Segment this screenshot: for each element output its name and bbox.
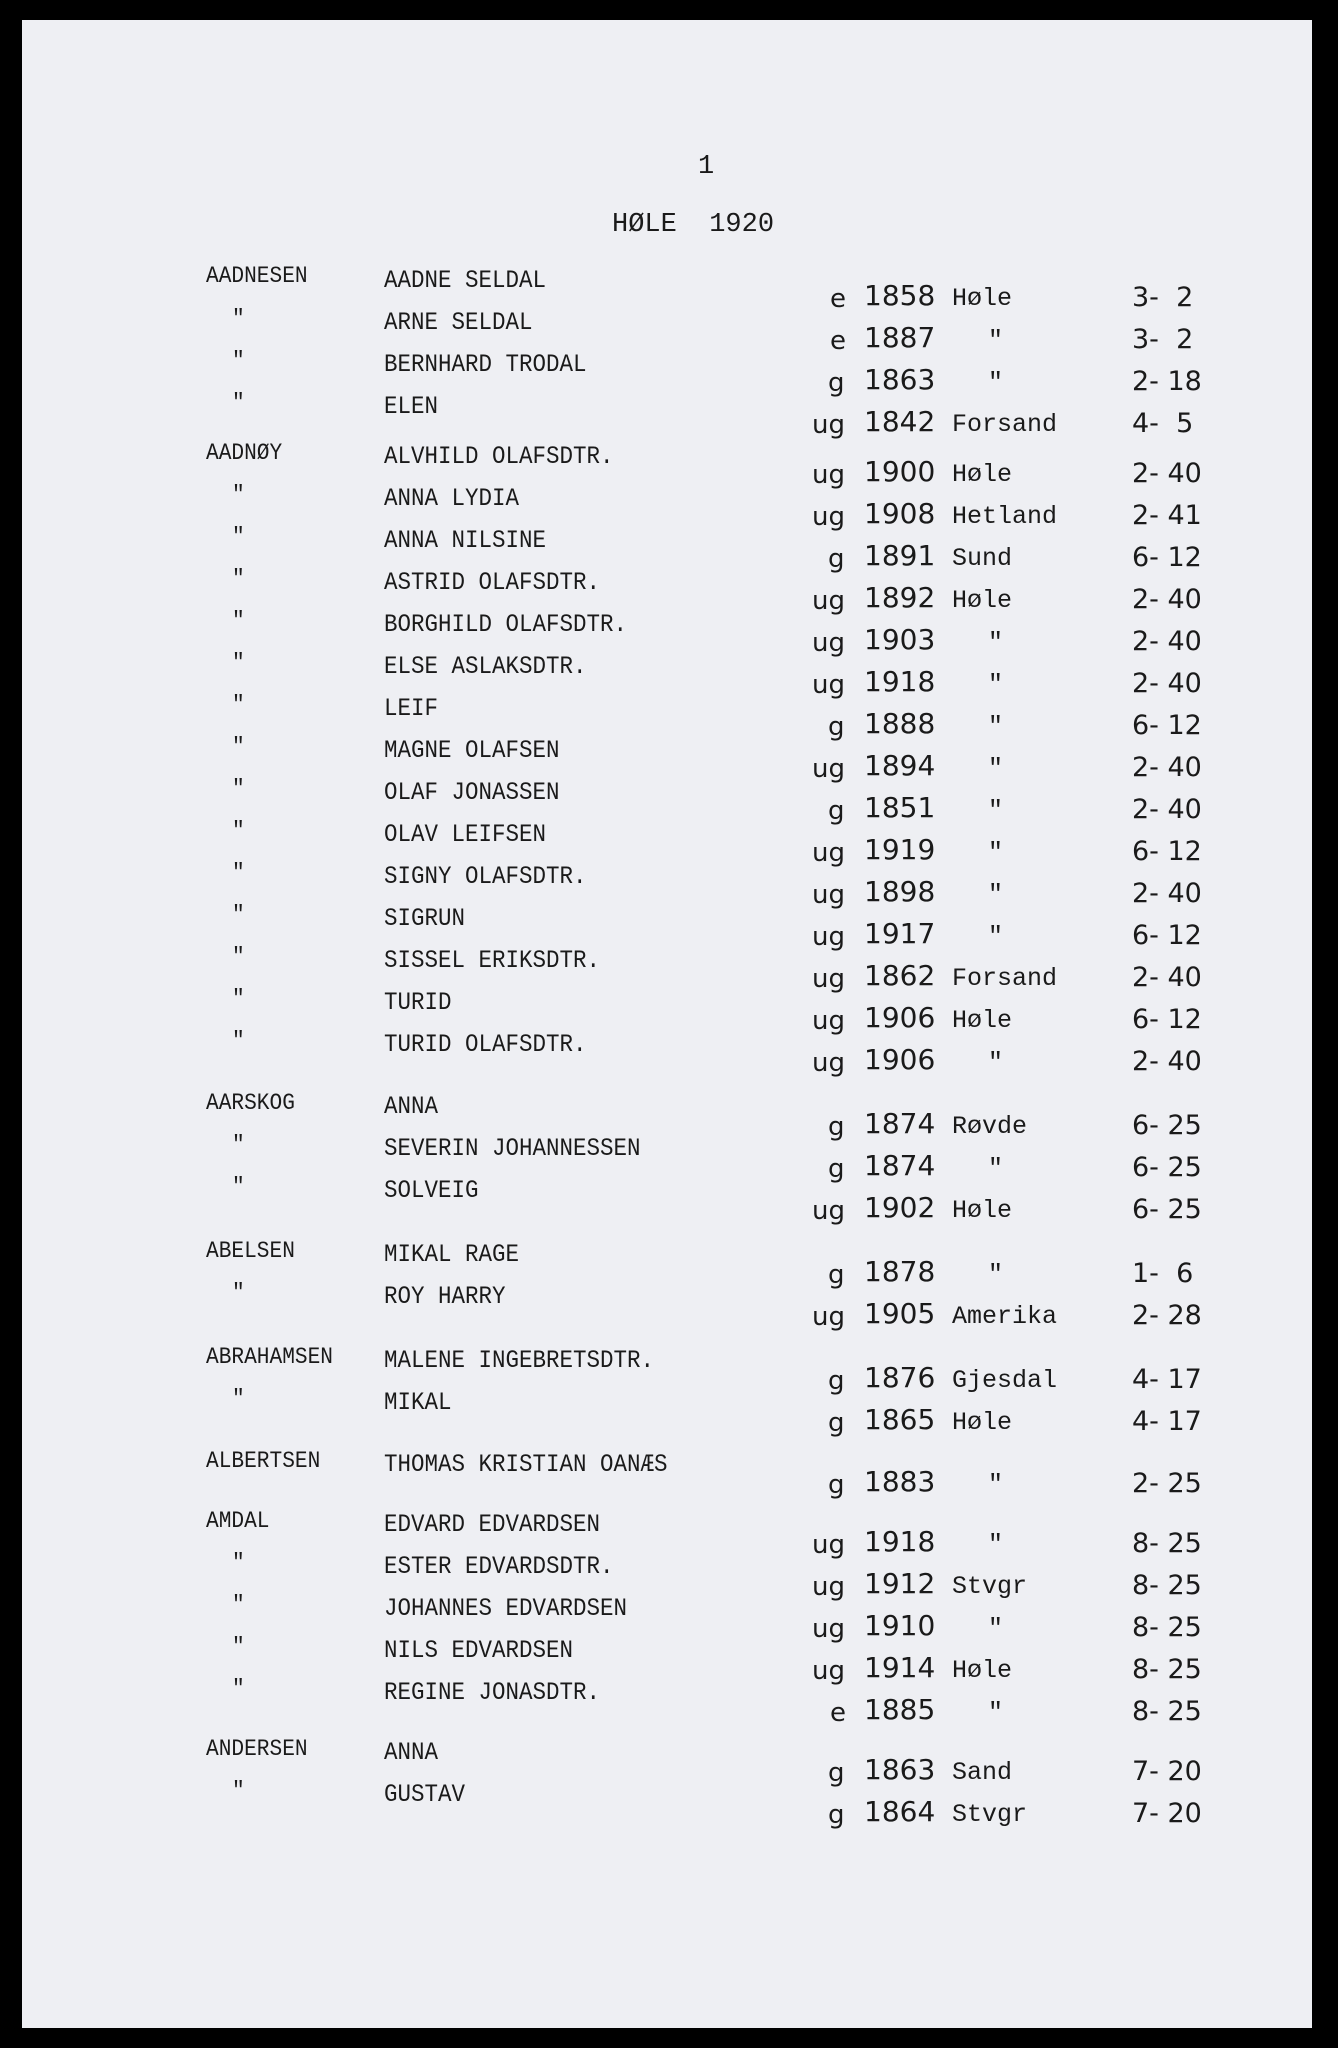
marital-status-cell: ug bbox=[812, 1530, 845, 1560]
reference-code-cell: 6- 12 bbox=[1132, 836, 1202, 867]
reference-code-cell: 2- 40 bbox=[1132, 668, 1202, 699]
reference-code-cell: 6- 12 bbox=[1132, 1004, 1202, 1035]
marital-status-cell: g bbox=[828, 1260, 845, 1290]
surname-cell: " bbox=[232, 986, 245, 1012]
marital-status-cell: g bbox=[828, 1470, 845, 1500]
birth-year-cell: 1914 bbox=[864, 1651, 936, 1684]
given-name-cell: TURID bbox=[384, 988, 452, 1017]
given-name-cell: OLAF JONASSEN bbox=[384, 778, 560, 807]
page-number: 1 bbox=[698, 152, 715, 182]
marital-status-cell: g bbox=[828, 796, 845, 826]
reference-code-cell: 6- 12 bbox=[1132, 920, 1202, 951]
reference-code-cell: 4- 5 bbox=[1132, 408, 1194, 439]
birth-year-cell: 1910 bbox=[864, 1609, 936, 1642]
marital-status-cell: e bbox=[830, 1698, 846, 1728]
surname-cell: AADNESEN bbox=[206, 263, 308, 289]
given-name-cell: BORGHILD OLAFSDTR. bbox=[384, 610, 628, 639]
birthplace-cell: Høle bbox=[952, 1656, 1013, 1685]
birthplace-cell: Forsand bbox=[952, 410, 1058, 439]
birthplace-cell: " bbox=[988, 1530, 1004, 1559]
birthplace-cell: Forsand bbox=[952, 964, 1058, 993]
birthplace-cell: " bbox=[988, 628, 1004, 657]
surname-cell: AADNØY bbox=[206, 440, 283, 466]
given-name-cell: ANNA bbox=[384, 1738, 439, 1767]
birth-year-cell: 1894 bbox=[864, 749, 936, 782]
birth-year-cell: 1842 bbox=[864, 405, 936, 438]
birthplace-cell: Høle bbox=[952, 586, 1013, 615]
surname-cell: ANDERSEN bbox=[206, 1736, 308, 1762]
birth-year-cell: 1876 bbox=[864, 1361, 936, 1394]
surname-cell: " bbox=[232, 348, 245, 374]
birthplace-cell: " bbox=[988, 1260, 1004, 1289]
marital-status-cell: g bbox=[828, 1112, 845, 1142]
surname-cell: " bbox=[232, 1550, 245, 1576]
marital-status-cell: ug bbox=[812, 502, 845, 532]
surname-cell: " bbox=[232, 692, 245, 718]
given-name-cell: SOLVEIG bbox=[384, 1176, 479, 1205]
reference-code-cell: 7- 20 bbox=[1132, 1798, 1202, 1829]
birth-year-cell: 1874 bbox=[864, 1107, 936, 1140]
marital-status-cell: ug bbox=[812, 410, 845, 440]
marital-status-cell: ug bbox=[812, 1048, 845, 1078]
birth-year-cell: 1892 bbox=[864, 581, 936, 614]
given-name-cell: SISSEL ERIKSDTR. bbox=[384, 946, 601, 975]
marital-status-cell: ug bbox=[812, 880, 845, 910]
birthplace-cell: Hetland bbox=[952, 502, 1058, 531]
given-name-cell: BERNHARD TRODAL bbox=[384, 350, 587, 379]
surname-cell: " bbox=[232, 390, 245, 416]
surname-cell: AMDAL bbox=[206, 1508, 270, 1534]
birthplace-cell: " bbox=[988, 1698, 1004, 1727]
birthplace-cell: " bbox=[988, 1154, 1004, 1183]
given-name-cell: MALENE INGEBRETSDTR. bbox=[384, 1346, 655, 1375]
marital-status-cell: ug bbox=[812, 628, 845, 658]
given-name-cell: ELEN bbox=[384, 392, 439, 421]
given-name-cell: SIGRUN bbox=[384, 904, 466, 933]
given-name-cell: MIKAL bbox=[384, 1388, 452, 1417]
birth-year-cell: 1862 bbox=[864, 959, 936, 992]
reference-code-cell: 6- 25 bbox=[1132, 1152, 1202, 1183]
birthplace-cell: " bbox=[988, 1048, 1004, 1077]
marital-status-cell: g bbox=[828, 368, 845, 398]
reference-code-cell: 2- 40 bbox=[1132, 752, 1202, 783]
reference-code-cell: 8- 25 bbox=[1132, 1696, 1202, 1727]
reference-code-cell: 6- 12 bbox=[1132, 542, 1202, 573]
birthplace-cell: Høle bbox=[952, 1006, 1013, 1035]
marital-status-cell: ug bbox=[812, 586, 845, 616]
surname-cell: " bbox=[232, 944, 245, 970]
birth-year-cell: 1898 bbox=[864, 875, 936, 908]
marital-status-cell: ug bbox=[812, 1656, 845, 1686]
birthplace-cell: " bbox=[988, 838, 1004, 867]
surname-cell: " bbox=[232, 1280, 245, 1306]
birth-year-cell: 1864 bbox=[864, 1795, 936, 1828]
given-name-cell: GUSTAV bbox=[384, 1780, 466, 1809]
surname-cell: " bbox=[232, 860, 245, 886]
given-name-cell: NILS EDVARDSEN bbox=[384, 1636, 574, 1665]
reference-code-cell: 4- 17 bbox=[1132, 1406, 1202, 1437]
birth-year-cell: 1902 bbox=[864, 1191, 936, 1224]
reference-code-cell: 2- 41 bbox=[1132, 500, 1202, 531]
surname-cell: ALBERTSEN bbox=[206, 1448, 321, 1474]
marital-status-cell: ug bbox=[812, 1572, 845, 1602]
surname-cell: " bbox=[232, 306, 245, 332]
surname-cell: " bbox=[232, 818, 245, 844]
marital-status-cell: g bbox=[828, 1408, 845, 1438]
reference-code-cell: 2- 40 bbox=[1132, 458, 1202, 489]
marital-status-cell: g bbox=[828, 1758, 845, 1788]
given-name-cell: SEVERIN JOHANNESSEN bbox=[384, 1134, 641, 1163]
birthplace-cell: " bbox=[988, 880, 1004, 909]
page-title: HØLE 1920 bbox=[612, 210, 775, 240]
birth-year-cell: 1918 bbox=[864, 665, 936, 698]
surname-cell: " bbox=[232, 1634, 245, 1660]
birthplace-cell: " bbox=[988, 922, 1004, 951]
given-name-cell: AADNE SELDAL bbox=[384, 266, 547, 295]
birth-year-cell: 1863 bbox=[864, 1753, 936, 1786]
birth-year-cell: 1878 bbox=[864, 1255, 936, 1288]
birthplace-cell: Høle bbox=[952, 1408, 1013, 1437]
reference-code-cell: 2- 18 bbox=[1132, 366, 1202, 397]
marital-status-cell: ug bbox=[812, 1302, 845, 1332]
given-name-cell: LEIF bbox=[384, 694, 439, 723]
birth-year-cell: 1908 bbox=[864, 497, 936, 530]
given-name-cell: ANNA bbox=[384, 1092, 439, 1121]
birthplace-cell: Gjesdal bbox=[952, 1366, 1058, 1395]
birth-year-cell: 1883 bbox=[864, 1465, 936, 1498]
birthplace-cell: Stvgr bbox=[952, 1572, 1028, 1601]
reference-code-cell: 2- 25 bbox=[1132, 1468, 1202, 1499]
birthplace-cell: " bbox=[988, 326, 1004, 355]
marital-status-cell: g bbox=[828, 1154, 845, 1184]
reference-code-cell: 2- 40 bbox=[1132, 962, 1202, 993]
marital-status-cell: ug bbox=[812, 1006, 845, 1036]
given-name-cell: MAGNE OLAFSEN bbox=[384, 736, 560, 765]
given-name-cell: ROY HARRY bbox=[384, 1282, 506, 1311]
birthplace-cell: Høle bbox=[952, 284, 1013, 313]
birth-year-cell: 1885 bbox=[864, 1693, 936, 1726]
surname-cell: " bbox=[232, 1592, 245, 1618]
birthplace-cell: " bbox=[988, 1470, 1004, 1499]
given-name-cell: ANNA NILSINE bbox=[384, 526, 547, 555]
birth-year-cell: 1906 bbox=[864, 1043, 936, 1076]
marital-status-cell: ug bbox=[812, 964, 845, 994]
marital-status-cell: ug bbox=[812, 460, 845, 490]
reference-code-cell: 2- 40 bbox=[1132, 794, 1202, 825]
given-name-cell: SIGNY OLAFSDTR. bbox=[384, 862, 587, 891]
reference-code-cell: 2- 40 bbox=[1132, 878, 1202, 909]
birth-year-cell: 1858 bbox=[864, 279, 936, 312]
surname-cell: " bbox=[232, 524, 245, 550]
marital-status-cell: e bbox=[830, 326, 846, 356]
reference-code-cell: 7- 20 bbox=[1132, 1756, 1202, 1787]
birthplace-cell: Høle bbox=[952, 460, 1013, 489]
birthplace-cell: Sand bbox=[952, 1758, 1013, 1787]
birth-year-cell: 1906 bbox=[864, 1001, 936, 1034]
birth-year-cell: 1891 bbox=[864, 539, 936, 572]
surname-cell: " bbox=[232, 482, 245, 508]
reference-code-cell: 3- 2 bbox=[1132, 324, 1194, 355]
surname-cell: " bbox=[232, 776, 245, 802]
surname-cell: " bbox=[232, 734, 245, 760]
surname-cell: " bbox=[232, 608, 245, 634]
given-name-cell: ASTRID OLAFSDTR. bbox=[384, 568, 601, 597]
birth-year-cell: 1912 bbox=[864, 1567, 936, 1600]
marital-status-cell: g bbox=[828, 544, 845, 574]
given-name-cell: OLAV LEIFSEN bbox=[384, 820, 547, 849]
marital-status-cell: e bbox=[830, 284, 846, 314]
marital-status-cell: ug bbox=[812, 1196, 845, 1226]
birth-year-cell: 1919 bbox=[864, 833, 936, 866]
surname-cell: ABRAHAMSEN bbox=[206, 1344, 333, 1370]
given-name-cell: ANNA LYDIA bbox=[384, 484, 520, 513]
reference-code-cell: 6- 25 bbox=[1132, 1194, 1202, 1225]
surname-cell: " bbox=[232, 1778, 245, 1804]
surname-cell: " bbox=[232, 1386, 245, 1412]
marital-status-cell: ug bbox=[812, 1614, 845, 1644]
given-name-cell: ELSE ASLAKSDTR. bbox=[384, 652, 587, 681]
reference-code-cell: 2- 28 bbox=[1132, 1300, 1202, 1331]
marital-status-cell: ug bbox=[812, 670, 845, 700]
reference-code-cell: 8- 25 bbox=[1132, 1528, 1202, 1559]
given-name-cell: TURID OLAFSDTR. bbox=[384, 1030, 587, 1059]
reference-code-cell: 8- 25 bbox=[1132, 1570, 1202, 1601]
marital-status-cell: ug bbox=[812, 838, 845, 868]
given-name-cell: EDVARD EDVARDSEN bbox=[384, 1510, 601, 1539]
birth-year-cell: 1851 bbox=[864, 791, 936, 824]
surname-cell: " bbox=[232, 650, 245, 676]
given-name-cell: ARNE SELDAL bbox=[384, 308, 533, 337]
reference-code-cell: 6- 12 bbox=[1132, 710, 1202, 741]
birth-year-cell: 1905 bbox=[864, 1297, 936, 1330]
birth-year-cell: 1903 bbox=[864, 623, 936, 656]
marital-status-cell: g bbox=[828, 1800, 845, 1830]
given-name-cell: THOMAS KRISTIAN OANÆS bbox=[384, 1450, 668, 1479]
given-name-cell: REGINE JONASDTR. bbox=[384, 1678, 601, 1707]
surname-cell: " bbox=[232, 1028, 245, 1054]
reference-code-cell: 2- 40 bbox=[1132, 1046, 1202, 1077]
given-name-cell: MIKAL RAGE bbox=[384, 1240, 520, 1269]
marital-status-cell: g bbox=[828, 1366, 845, 1396]
birth-year-cell: 1918 bbox=[864, 1525, 936, 1558]
birthplace-cell: " bbox=[988, 796, 1004, 825]
reference-code-cell: 8- 25 bbox=[1132, 1654, 1202, 1685]
birth-year-cell: 1900 bbox=[864, 455, 936, 488]
birthplace-cell: Røvde bbox=[952, 1112, 1028, 1141]
marital-status-cell: ug bbox=[812, 922, 845, 952]
given-name-cell: JOHANNES EDVARDSEN bbox=[384, 1594, 628, 1623]
surname-cell: ABELSEN bbox=[206, 1238, 295, 1264]
document-page bbox=[22, 20, 1312, 2028]
surname-cell: " bbox=[232, 566, 245, 592]
birth-year-cell: 1863 bbox=[864, 363, 936, 396]
reference-code-cell: 3- 2 bbox=[1132, 282, 1194, 313]
birthplace-cell: " bbox=[988, 712, 1004, 741]
surname-cell: " bbox=[232, 1676, 245, 1702]
birth-year-cell: 1887 bbox=[864, 321, 936, 354]
birth-year-cell: 1917 bbox=[864, 917, 936, 950]
given-name-cell: ALVHILD OLAFSDTR. bbox=[384, 442, 614, 471]
birth-year-cell: 1874 bbox=[864, 1149, 936, 1182]
birthplace-cell: " bbox=[988, 1614, 1004, 1643]
marital-status-cell: g bbox=[828, 712, 845, 742]
reference-code-cell: 4- 17 bbox=[1132, 1364, 1202, 1395]
birthplace-cell: " bbox=[988, 754, 1004, 783]
surname-cell: " bbox=[232, 1174, 245, 1200]
birthplace-cell: Amerika bbox=[952, 1302, 1058, 1331]
surname-cell: AARSKOG bbox=[206, 1090, 295, 1116]
reference-code-cell: 8- 25 bbox=[1132, 1612, 1202, 1643]
birth-year-cell: 1865 bbox=[864, 1403, 936, 1436]
reference-code-cell: 1- 6 bbox=[1132, 1258, 1194, 1289]
given-name-cell: ESTER EDVARDSDTR. bbox=[384, 1552, 614, 1581]
surname-cell: " bbox=[232, 902, 245, 928]
birthplace-cell: " bbox=[988, 670, 1004, 699]
reference-code-cell: 6- 25 bbox=[1132, 1110, 1202, 1141]
birthplace-cell: Sund bbox=[952, 544, 1013, 573]
marital-status-cell: ug bbox=[812, 754, 845, 784]
birthplace-cell: " bbox=[988, 368, 1004, 397]
reference-code-cell: 2- 40 bbox=[1132, 584, 1202, 615]
surname-cell: " bbox=[232, 1132, 245, 1158]
birthplace-cell: Høle bbox=[952, 1196, 1013, 1225]
birthplace-cell: Stvgr bbox=[952, 1800, 1028, 1829]
reference-code-cell: 2- 40 bbox=[1132, 626, 1202, 657]
birth-year-cell: 1888 bbox=[864, 707, 936, 740]
